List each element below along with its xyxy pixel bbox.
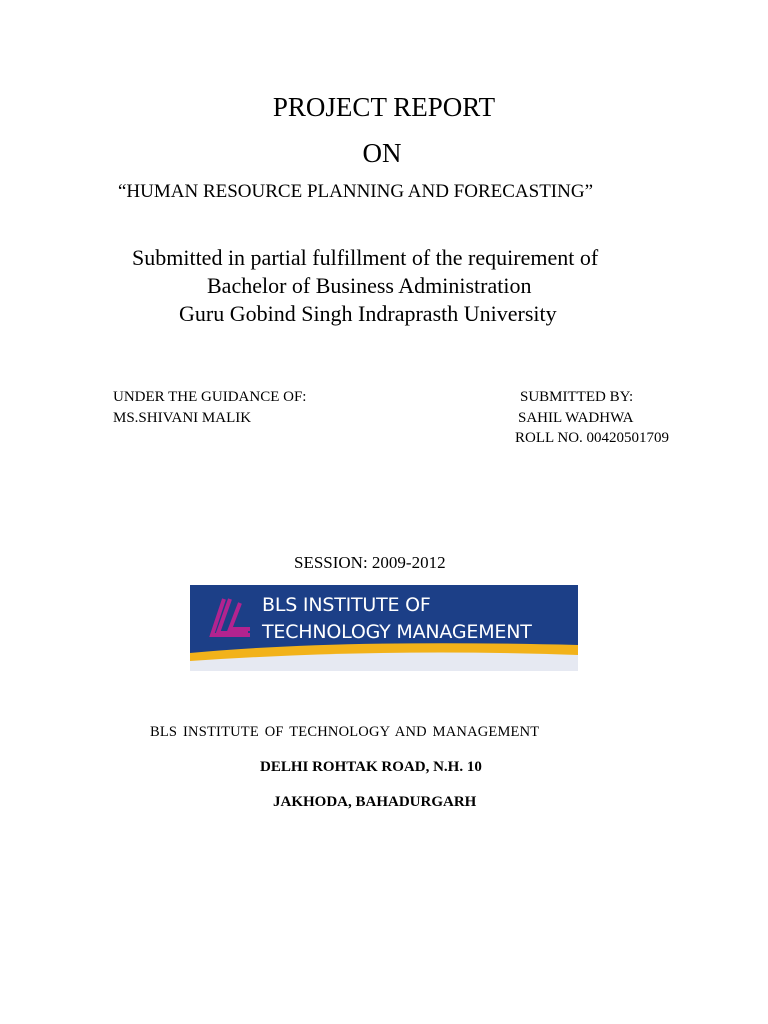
logo-line-1: BLS INSTITUTE OF <box>262 594 431 616</box>
guide-name: MS.SHIVANI MALIK <box>113 410 252 426</box>
logo-line-2: TECHNOLOGY MANAGEMENT <box>262 621 532 643</box>
university-name: Guru Gobind Singh Indraprasth University <box>179 301 557 326</box>
institute-logo-banner <box>190 585 578 671</box>
student-name: SAHIL WADHWA <box>518 410 634 426</box>
submitted-by-heading: SUBMITTED BY: <box>520 389 634 405</box>
bls-mark-icon <box>212 599 250 635</box>
institute-address-road: DELHI ROHTAK ROAD, N.H. 10 <box>260 759 482 775</box>
guidance-heading: UNDER THE GUIDANCE OF: <box>113 389 307 405</box>
institute-name: BLS INSTITUTE OF TECHNOLOGY AND MANAGEMENT <box>150 724 540 740</box>
report-topic: “HUMAN RESOURCE PLANNING AND FORECASTING” <box>118 181 594 202</box>
report-title: PROJECT REPORT <box>272 92 496 122</box>
report-on: ON <box>362 138 402 168</box>
roll-number: ROLL NO. 00420501709 <box>515 430 670 446</box>
submission-statement: Submitted in partial fulfillment of the requirement of <box>132 245 599 270</box>
institute-address-place: JAKHODA, BAHADURGARH <box>273 794 477 810</box>
degree-name: Bachelor of Business Administration <box>207 273 532 298</box>
session: SESSION: 2009-2012 <box>294 553 446 572</box>
